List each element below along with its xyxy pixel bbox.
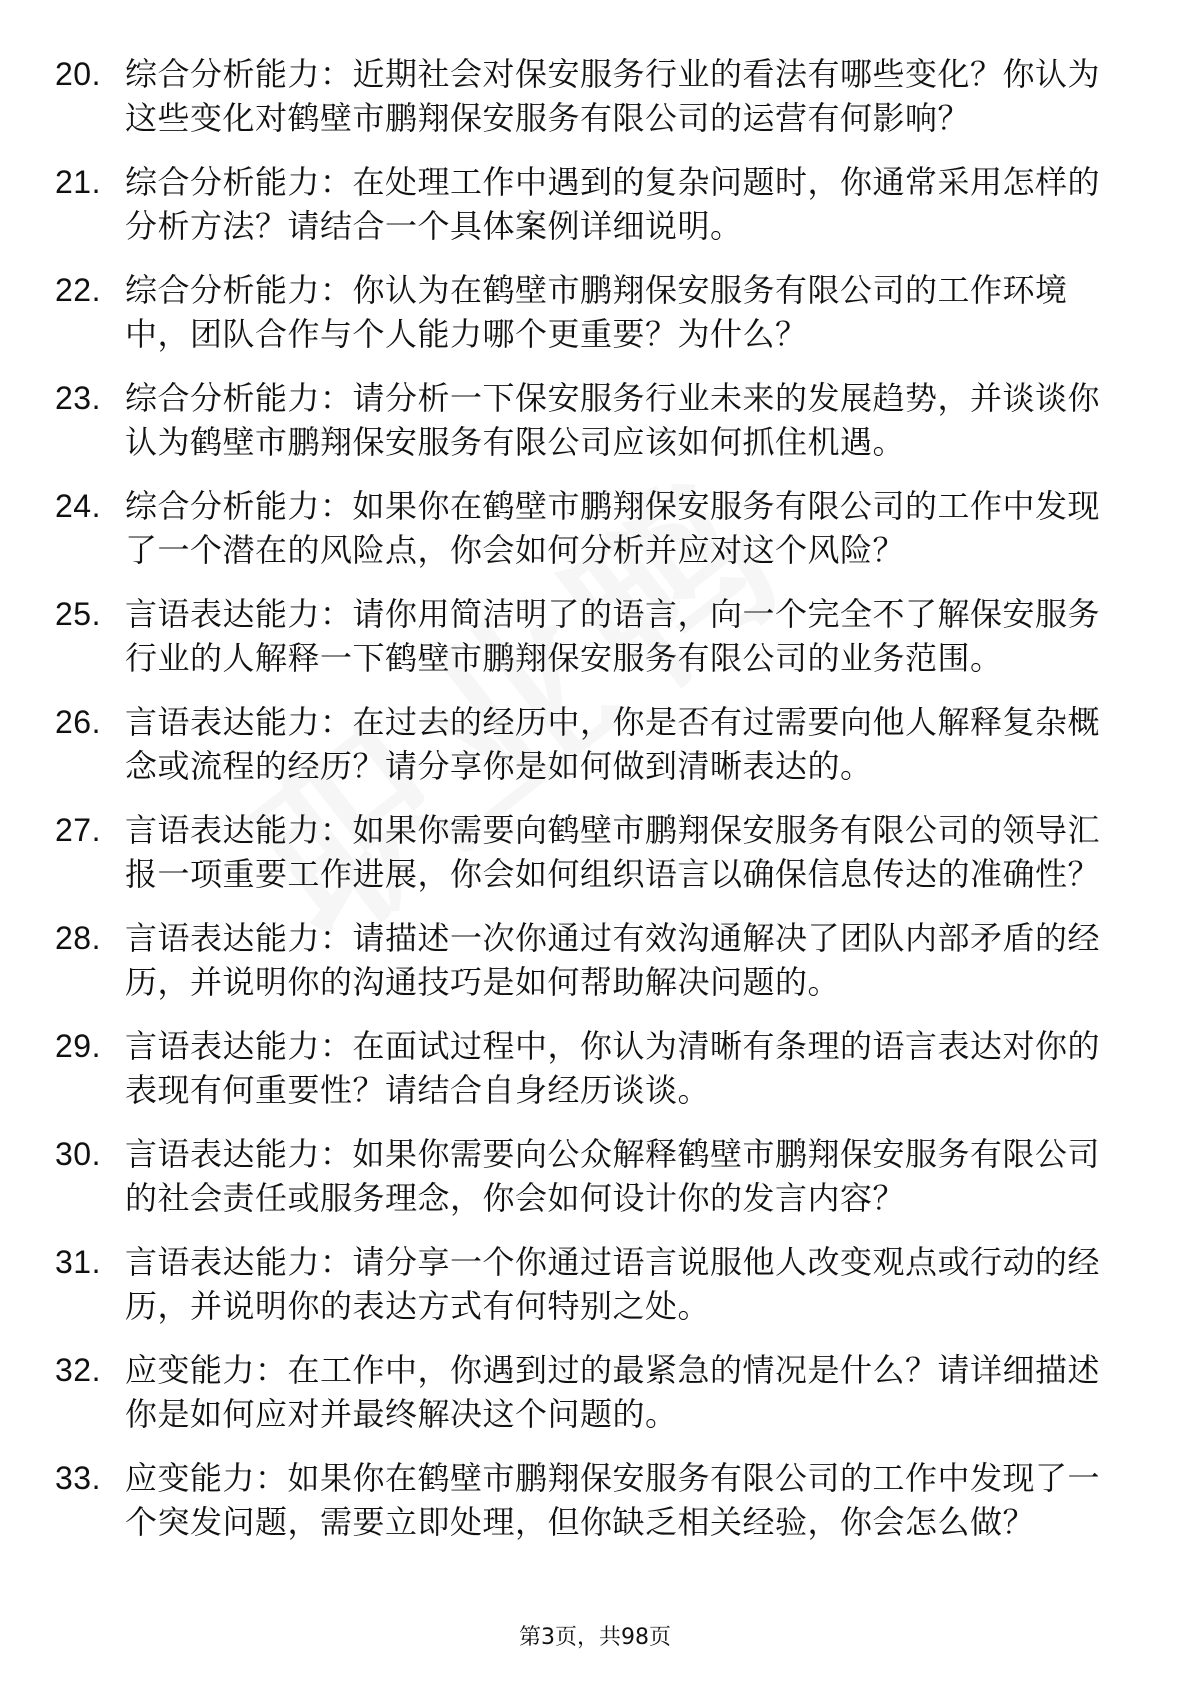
question-item (55, 484, 1115, 572)
question-text: 应变能力：如果你在鹤壁市鹏翔保安服务有限公司的工作中发现了一个突发问题，需要立即处理，但你缺乏相关经验，你会怎么做？ (125, 1459, 1101, 1541)
question-number: 32. (55, 1352, 101, 1388)
question-list (55, 52, 1115, 1564)
question-item (55, 160, 1115, 248)
question-number: 23. (55, 380, 101, 416)
page-footer: 第3页，共98页 (519, 1625, 671, 1650)
question-item (55, 268, 1115, 356)
question-text: 言语表达能力：在面试过程中，你认为清晰有条理的语言表达对你的表现有何重要性？请结合自身经历谈谈。 (125, 1027, 1101, 1109)
question-item (55, 1024, 1115, 1112)
question-text: 综合分析能力：你认为在鹤壁市鹏翔保安服务有限公司的工作环境中，团队合作与个人能力哪个更重要？为什么？ (125, 271, 1068, 353)
question-item (55, 1240, 1115, 1328)
question-text: 综合分析能力：在处理工作中遇到的复杂问题时，你通常采用怎样的分析方法？请结合一个具体案例详细说明。 (125, 163, 1101, 245)
question-text: 言语表达能力：如果你需要向公众解释鹤壁市鹏翔保安服务有限公司的社会责任或服务理念，你会如何设计你的发言内容？ (125, 1135, 1101, 1217)
question-number: 28. (55, 920, 101, 956)
question-text: 综合分析能力：如果你在鹤壁市鹏翔保安服务有限公司的工作中发现了一个潜在的风险点，你会如何分析并应对这个风险？ (125, 487, 1101, 569)
question-item (55, 1348, 1115, 1436)
question-number: 31. (55, 1244, 101, 1280)
question-item (55, 700, 1115, 788)
question-item (55, 808, 1115, 896)
question-text: 言语表达能力：请你用简洁明了的语言，向一个完全不了解保安服务行业的人解释一下鹤壁市鹏翔保安服务有限公司的业务范围。 (125, 595, 1101, 677)
question-text: 言语表达能力：如果你需要向鹤壁市鹏翔保安服务有限公司的领导汇报一项重要工作进展，你会如何组织语言以确保信息传达的准确性？ (125, 811, 1101, 893)
question-number: 26. (55, 704, 101, 740)
question-number: 20. (55, 56, 101, 92)
question-number: 22. (55, 272, 101, 308)
question-number: 27. (55, 812, 101, 848)
question-item (55, 376, 1115, 464)
question-item (55, 52, 1115, 140)
question-item (55, 592, 1115, 680)
question-number: 24. (55, 488, 101, 524)
question-number: 30. (55, 1136, 101, 1172)
question-item (55, 1456, 1115, 1544)
question-text: 言语表达能力：在过去的经历中，你是否有过需要向他人解释复杂概念或流程的经历？请分享你是如何做到清晰表达的。 (125, 703, 1101, 785)
question-text: 言语表达能力：请分享一个你通过语言说服他人改变观点或行动的经历，并说明你的表达方式有何特别之处。 (125, 1243, 1101, 1325)
question-text: 综合分析能力：近期社会对保安服务行业的看法有哪些变化？你认为这些变化对鹤壁市鹏翔保安服务有限公司的运营有何影响？ (125, 55, 1101, 137)
question-item (55, 916, 1115, 1004)
question-number: 29. (55, 1028, 101, 1064)
question-text: 应变能力：在工作中，你遇到过的最紧急的情况是什么？请详细描述你是如何应对并最终解决这个问题的。 (125, 1351, 1101, 1433)
question-item (55, 1132, 1115, 1220)
question-number: 33. (55, 1460, 101, 1496)
question-number: 25. (55, 596, 101, 632)
question-text: 言语表达能力：请描述一次你通过有效沟通解决了团队内部矛盾的经历，并说明你的沟通技巧是如何帮助解决问题的。 (125, 919, 1101, 1001)
question-text: 综合分析能力：请分析一下保安服务行业未来的发展趋势，并谈谈你认为鹤壁市鹏翔保安服务有限公司应该如何抓住机遇。 (125, 379, 1101, 461)
question-number: 21. (55, 164, 101, 200)
